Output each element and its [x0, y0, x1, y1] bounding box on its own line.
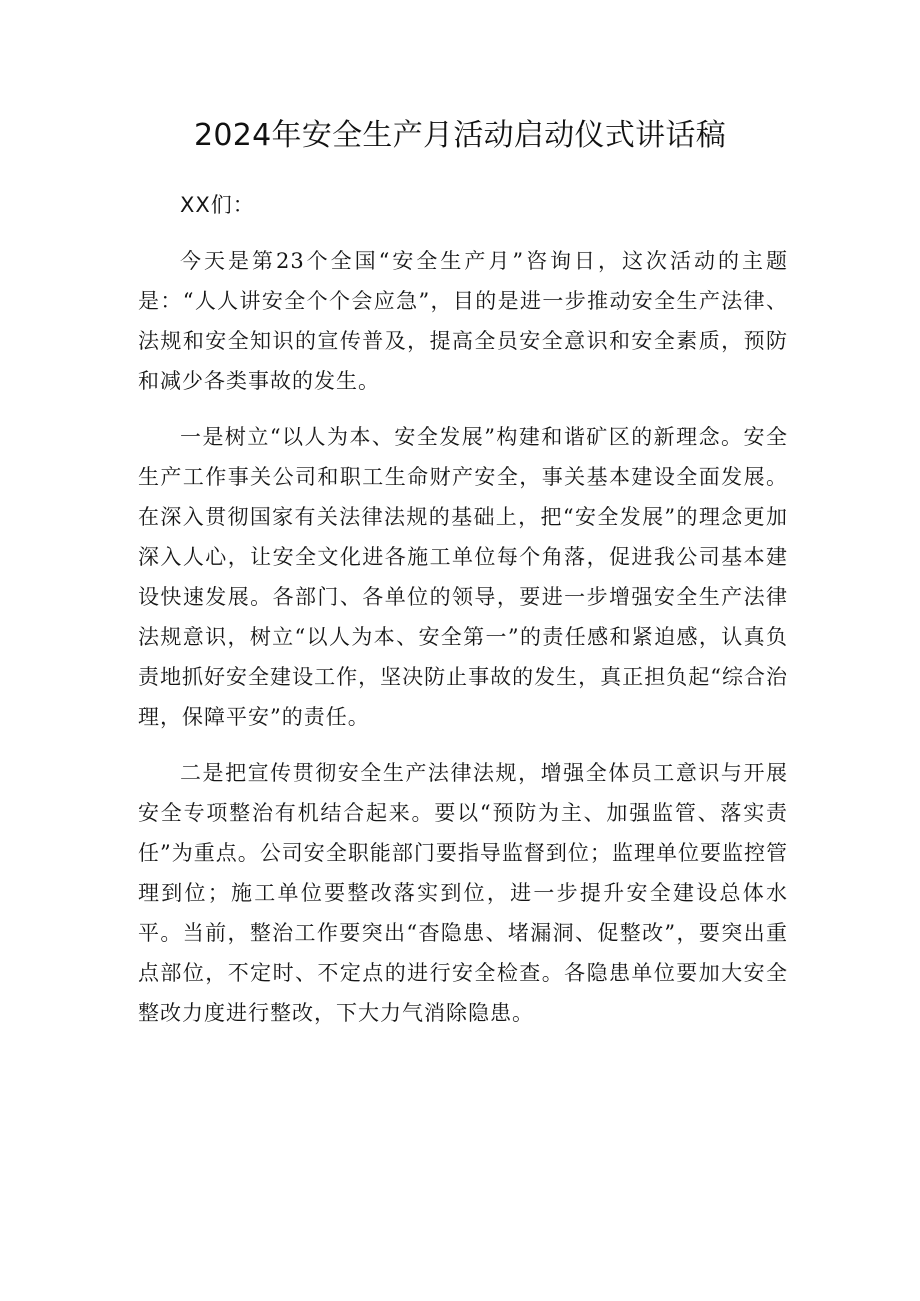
document-title: 2024年安全生产月活动启动仪式讲话稿: [193, 118, 727, 153]
paragraph-point-one: 一是树立“以人为本、安全发展”构建和谐矿区的新理念。安全生产工作事关公司和职工生命财产安全，事关基本建设全面发展。在深入贯彻国家有关法律法规的基础上，把“安全发展”的理念更加深入人心，让安全文化进各施工单位每个角落，促进我公司基本建设快速发展。各部门、各单位的领导，要进一步增强安全生产法律法规意识，树立“以人为本、安全第一”的责任感和紧迫感，认真负责地抓好安全建设工作，坚决防止事故的发生，真正担负起“综合治理，保障平安”的责任。: [138, 425, 788, 729]
paragraph-point-two: 二是把宣传贯彻安全生产法律法规，增强全体员工意识与开展安全专项整治有机结合起来。要以“预防为主、加强监管、落实责任”为重点。公司安全职能部门要指导监督到位；监理单位要监控管理到位；施工单位要整改落实到位，进一步提升安全建设总体水平。当前，整治工作要突出“杳隐患、堵漏洞、促整改”，要突出重点部位，不定时、不定点的进行安全检查。各隐患单位要加大安全整改力度进行整改，下大力气消除隐患。: [138, 761, 788, 1025]
document-body: [138, 185, 788, 1033]
paragraph-intro: 今天是第23个全国“安全生产月”咨询日，这次活动的主题是：“人人讲安全个个会应急”，目的是进一步推动安全生产法律、法规和安全知识的宣传普及，提高全员安全意识和安全素质，预防和减少各类事故的发生。: [138, 249, 788, 393]
salutation: XX们：: [180, 193, 255, 217]
